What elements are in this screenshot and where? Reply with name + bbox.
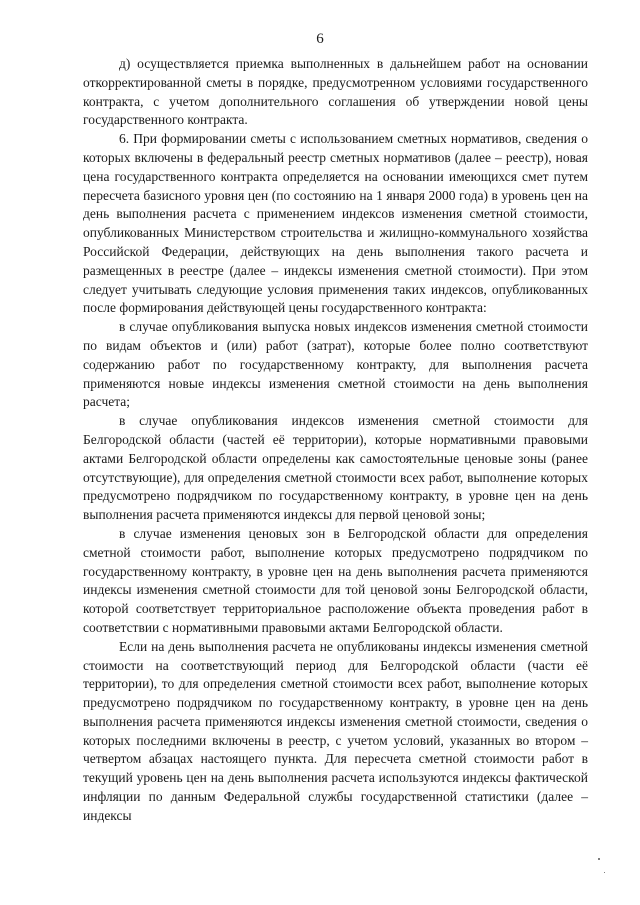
paragraph-acceptance: д) осуществляется приемка выполненных в дальнейшем работ на основании откорректированной сметы в порядке, предусмотренном условиями государственного контракта, с учетом дополнительного соглашения об утверждении новой цены государственного контракта. bbox=[83, 56, 588, 128]
document-body bbox=[83, 55, 588, 826]
paragraph-new-price-zones: в случае опубликования индексов изменения сметной стоимости для Белгородской области (частей её территории), которые нормативными правовыми актами Белгородской области определены как самостоятельные ценовые зоны (ранее отсутствующие), для определения сметной стоимости всех работ, выполнение которых предусмотрено подрядчиком по государственному контракту, в уровне цен на день выполнения расчета применяются индексы для первой ценовой зоны; bbox=[83, 413, 588, 523]
paragraph-new-indices: в случае опубликования выпуска новых индексов изменения сметной стоимости по видам объектов и (или) работ (затрат), которые более полно соответствуют содержанию работ по государственному контракту, для выполнения расчета применяются новые индексы изменения сметной стоимости на день выполнения расчета; bbox=[83, 319, 588, 410]
page-number: 6 bbox=[316, 31, 324, 47]
scan-speck bbox=[604, 872, 605, 873]
paragraph-unpublished-indices: Если на день выполнения расчета не опубликованы индексы изменения сметной стоимости на соответствующий период для Белгородской области (части её территории), то для определения сметной стоимости всех работ, выполнение которых предусмотрено подрядчиком по государственному контракту, в уровне цен на день выполнения расчета применяются индексы изменения сметной стоимости, сведения о которых последними включены в реестр, с учетом условий, указанных во втором – четвертом абзацах настоящего пункта. Для пересчета сметной стоимости работ в текущий уровень цен на день выполнения расчета используются индексы фактической инфляции по данным Федеральной службы государственной статистики (далее – индексы bbox=[83, 638, 588, 823]
paragraph-changed-price-zones: в случае изменения ценовых зон в Белгородской области для определения сметной стоимости работ, выполнение которых предусмотрено подрядчиком по государственному контракту, в уровне цен на день выполнения расчета применяются индексы изменения сметной стоимости для той ценовой зоны Белгородской области, которой соответствует территориальное расположение объекта проведения работ в соответствии с нормативными правовыми актами Белгородской области. bbox=[83, 525, 588, 635]
scan-speck bbox=[598, 858, 600, 860]
paragraph-clause-6: 6. При формировании сметы с использованием сметных нормативов, сведения о которых включены в федеральный реестр сметных нормативов (далее – реестр), новая цена государственного контракта определяется на основании имеющихся смет путем пересчета базисного уровня цен (по состоянию на 1 января 2000 года) в уровень цен на день выполнения расчета с применением индексов изменения сметной стоимости, опубликованных Министерством строительства и жилищно-коммунального хозяйства Российской Федерации, действующих на день выполнения такого расчета и размещенных в реестре (далее – индексы изменения сметной стоимости). При этом следует учитывать следующие условия применения таких индексов, опубликованных после формирования действующей цены государственного контракта: bbox=[83, 131, 588, 316]
